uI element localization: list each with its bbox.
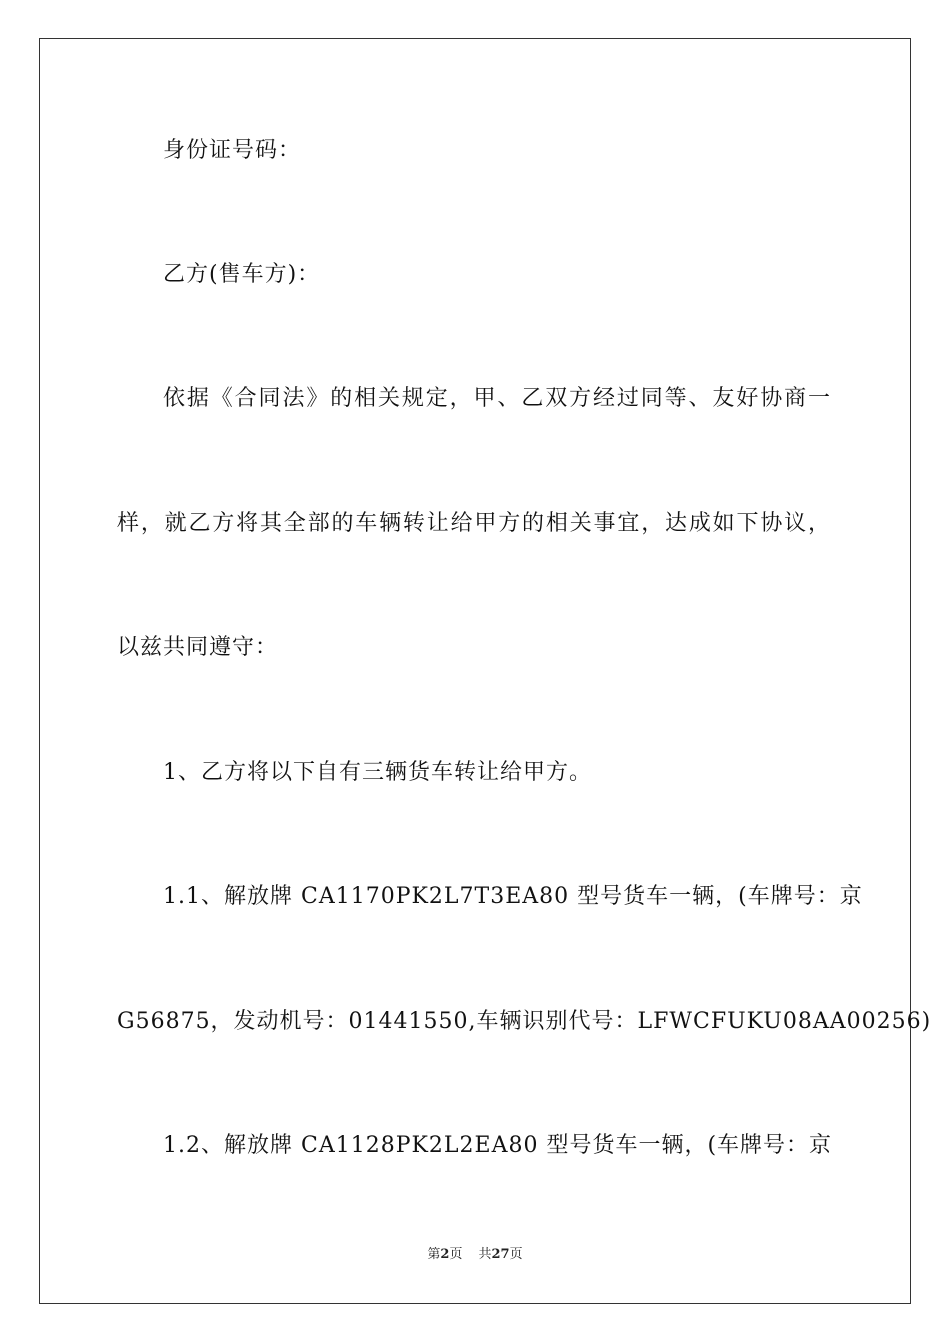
page-border xyxy=(39,38,911,1304)
footer-total-suffix: 页 xyxy=(509,1247,523,1262)
footer-page-number: 2 xyxy=(440,1247,450,1262)
party-b-label: 乙方(售车方)： xyxy=(163,262,321,287)
paragraph-line-1: 依据《合同法》的相关规定，甲、乙双方经过同等、友好协商一 xyxy=(163,386,831,411)
footer-total-pages: 27 xyxy=(491,1247,510,1262)
clause-1-2-line-1: 1.2、解放牌 CA1128PK2L2EA80 型号货车一辆，(车牌号：京 xyxy=(163,1133,833,1158)
clause-1: 1、乙方将以下自有三辆货车转让给甲方。 xyxy=(163,760,592,785)
id-number-label: 身份证号码： xyxy=(163,138,302,163)
footer-total-prefix: 共 xyxy=(478,1247,492,1262)
footer-page-suffix: 页 xyxy=(449,1247,463,1262)
clause-1-1-line-2: G56875，发动机号：01441550,车辆识别代号：LFWCFUKU08AA00256) xyxy=(117,1009,932,1034)
paragraph-line-3: 以兹共同遵守： xyxy=(117,635,279,660)
clause-1-1-line-1: 1.1、解放牌 CA1170PK2L7T3EA80 型号货车一辆，(车牌号：京 xyxy=(163,884,863,909)
paragraph-line-2: 样，就乙方将其全部的车辆转让给甲方的相关事宜，达成如下协议， xyxy=(117,511,831,536)
page-footer xyxy=(0,1247,950,1263)
footer-page-prefix: 第 xyxy=(427,1247,441,1262)
